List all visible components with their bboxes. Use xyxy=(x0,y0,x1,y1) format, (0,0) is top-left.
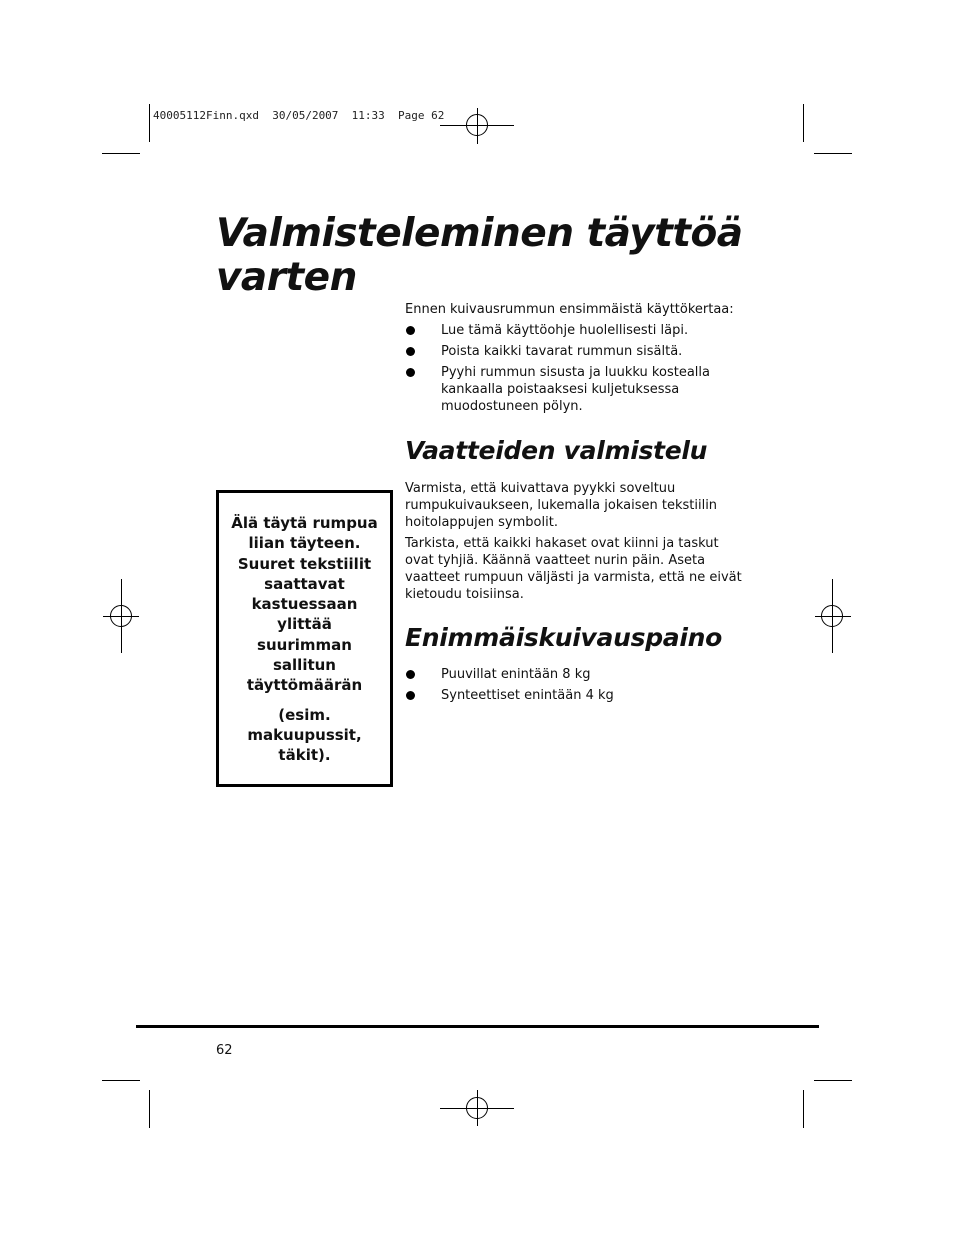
registration-mark xyxy=(466,114,488,136)
intro-section xyxy=(405,301,750,419)
paragraph: Tarkista, että kaikki hakaset ovat kiinni ja taskut ovat tyhjiä. Käännä vaatteet nurin päin. Aseta vaatteet rumpuun väljästi ja varmista, että ne eivät kietoudu toisiinsa. xyxy=(405,536,742,602)
crop-mark xyxy=(102,1080,140,1081)
section-heading: Enimmäiskuivauspaino xyxy=(405,623,723,652)
bullet-icon xyxy=(406,368,415,377)
list-item xyxy=(405,687,750,704)
crop-mark xyxy=(149,1090,150,1128)
registration-mark xyxy=(821,605,843,627)
list-item xyxy=(405,666,750,683)
weight-list xyxy=(405,666,750,704)
intro-list xyxy=(405,322,750,415)
list-item-text: Lue tämä käyttöohje huolellisesti läpi. xyxy=(441,323,689,338)
list-item-text: Puuvillat enintään 8 kg xyxy=(441,667,591,682)
list-item xyxy=(405,364,750,415)
list-item xyxy=(405,322,750,339)
page-title: Valmisteleminen täyttöä varten xyxy=(216,211,743,300)
crop-mark xyxy=(803,1090,804,1128)
intro-lead: Ennen kuivausrummun ensimmäistä käyttökertaa: xyxy=(405,302,734,317)
print-slug: 40005112Finn.qxd 30/05/2007 11:33 Page 62 xyxy=(153,109,445,122)
crop-mark xyxy=(102,153,140,154)
list-item-text: Synteettiset enintään 4 kg xyxy=(441,688,614,703)
paragraph: Varmista, että kuivattava pyykki soveltuu rumpukuivaukseen, lukemalla jokaisen tekstiilin hoitolappujen symbolit. xyxy=(405,481,718,530)
page-number: 62 xyxy=(216,1043,233,1058)
list-item-text: Poista kaikki tavarat rummun sisältä. xyxy=(441,344,683,359)
section-heading: Vaatteiden valmistelu xyxy=(405,436,708,465)
bullet-icon xyxy=(406,670,415,679)
registration-mark xyxy=(466,1097,488,1119)
bullet-icon xyxy=(406,691,415,700)
crop-mark xyxy=(803,104,804,142)
weight-section xyxy=(405,623,750,708)
list-item xyxy=(405,343,750,360)
crop-mark xyxy=(814,153,852,154)
bullet-icon xyxy=(406,326,415,335)
registration-mark xyxy=(110,605,132,627)
warning-box xyxy=(216,490,393,787)
warning-text: Älä täytä rumpua liian täyteen. Suuret tekstiilit saattavat kastuessaan ylittää suurimman sallitun täyttömäärän xyxy=(231,514,378,695)
crop-mark xyxy=(149,104,150,142)
clothes-section xyxy=(405,436,750,607)
crop-mark xyxy=(814,1080,852,1081)
footer-rule xyxy=(136,1025,819,1028)
list-item-text: Pyyhi rummun sisusta ja luukku kostealla kankaalla poistaaksesi kuljetuksessa muodostuneen pölyn. xyxy=(441,365,710,414)
warning-note: (esim. makuupussit, täkit). xyxy=(247,705,362,765)
bullet-icon xyxy=(406,347,415,356)
